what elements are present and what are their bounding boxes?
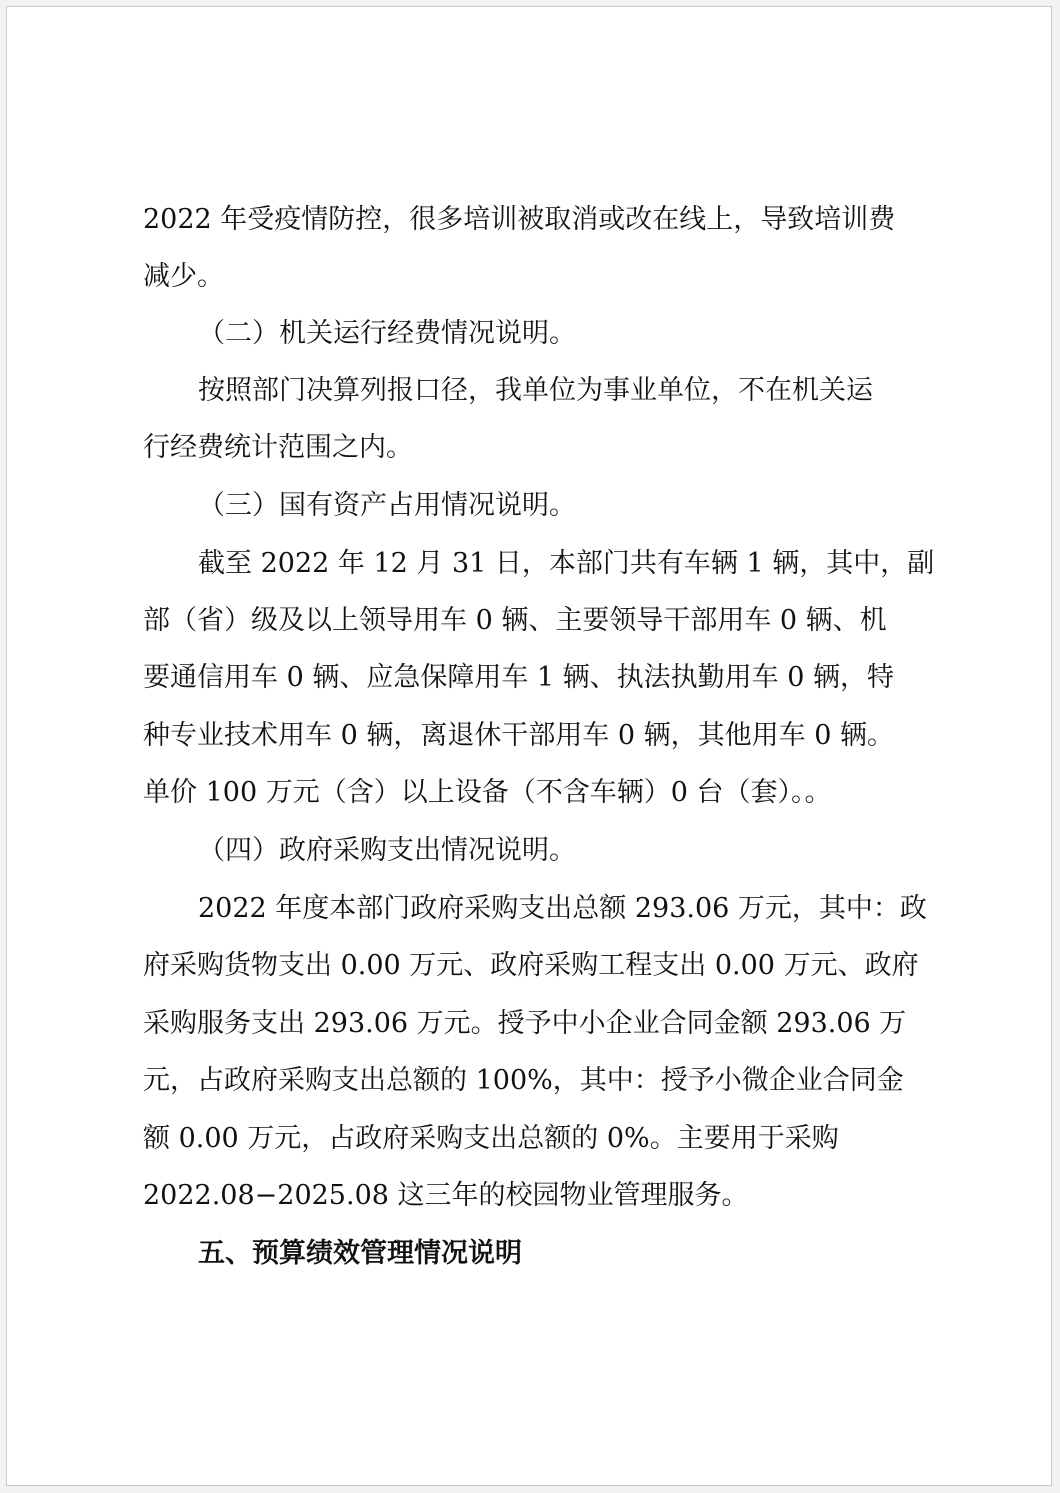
paragraph-line: 2022 年受疫情防控，很多培训被取消或改在线上，导致培训费: [143, 204, 896, 235]
paragraph-line: 种专业技术用车 0 辆，离退休干部用车 0 辆，其他用车 0 辆。: [143, 720, 895, 751]
chapter-heading: 五、预算绩效管理情况说明: [198, 1238, 522, 1269]
paragraph-line: 截至 2022 年 12 月 31 日，本部门共有车辆 1 辆，其中，副: [198, 548, 935, 579]
paragraph-line: 额 0.00 万元，占政府采购支出总额的 0%。主要用于采购: [143, 1123, 839, 1154]
paragraph-line: 元，占政府采购支出总额的 100%，其中：授予小微企业合同金: [143, 1065, 904, 1096]
paragraph-line: 2022.08−2025.08 这三年的校园物业管理服务。: [143, 1180, 749, 1211]
section-heading: （二）机关运行经费情况说明。: [198, 318, 576, 349]
paragraph-line: 要通信用车 0 辆、应急保障用车 1 辆、执法执勤用车 0 辆，特: [143, 662, 895, 693]
paragraph-line: 部（省）级及以上领导用车 0 辆、主要领导干部用车 0 辆、机: [143, 605, 887, 636]
paragraph-line: 减少。: [143, 261, 224, 292]
paragraph-line: 按照部门决算列报口径，我单位为事业单位，不在机关运: [198, 375, 873, 406]
section-heading: （三）国有资产占用情况说明。: [198, 490, 576, 521]
paragraph-line: 行经费统计范围之内。: [143, 432, 413, 463]
paragraph-line: 采购服务支出 293.06 万元。授予中小企业合同金额 293.06 万: [143, 1008, 907, 1039]
paragraph-line: 2022 年度本部门政府采购支出总额 293.06 万元，其中：政: [198, 893, 927, 924]
paragraph-line: 府采购货物支出 0.00 万元、政府采购工程支出 0.00 万元、政府: [143, 950, 919, 981]
paragraph-line: 单价 100 万元（含）以上设备（不含车辆）0 台（套）。。: [143, 777, 832, 808]
section-heading: （四）政府采购支出情况说明。: [198, 835, 576, 866]
